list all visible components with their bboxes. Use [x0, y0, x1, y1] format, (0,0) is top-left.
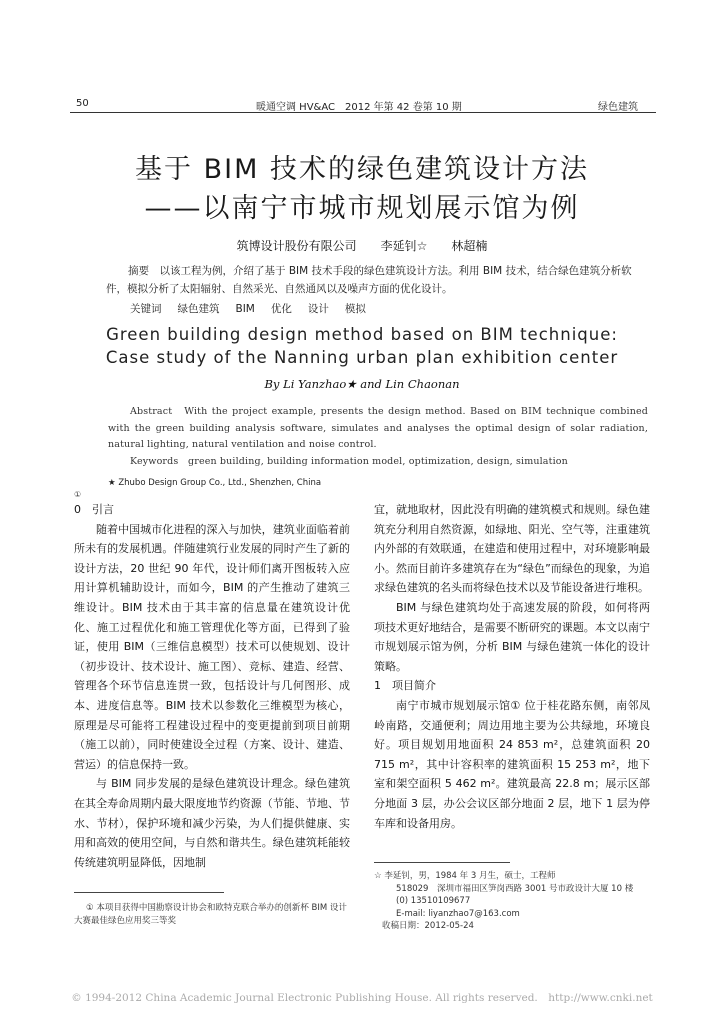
abstract-en: Abstract With the project example, presents the design method. Based on BIM technique combined with the green building analysis software, simulates and analyses the optimal design of solar radiation, natural lighting, natural ventilation and noise control. — [108, 406, 648, 450]
footnote-rule-left — [74, 892, 224, 893]
author-2: 林超楠 — [451, 239, 488, 253]
abstract-cn: 摘要 以该工程为例，介绍了基于 BIM 技术手段的绿色建筑设计方法。利用 BIM 技术，结合绿色建筑分析软件，模拟分析了太阳辐射、自然采光、自然通风以及噪声方面的优化设计。 — [106, 265, 632, 295]
footnote-phone: (0) 13510109677 — [396, 896, 471, 906]
title-en-line1: Green building design method based on BIM technique: — [106, 325, 618, 344]
intro-paragraph-2: 与 BIM 同步发展的是绿色建筑设计理念。绿色建筑在其全寿命周期内最大限度地节约资源（节能、节地、节水、节材），保护环境和减少污染，为人们提供健康、实用和高效的使用空间，与自然和谐共生。绿色建筑耗能较传统建筑明显降低，因地制 — [74, 777, 350, 869]
section-heading-1: 1 项目简介 — [374, 679, 436, 693]
footnote-author: ☆ 李延钊，男，1984 年 3 月生，硕士，工程师 — [374, 871, 556, 881]
keyword-cn: BIM — [235, 303, 255, 315]
keyword-cn: 绿色建筑 — [177, 303, 220, 315]
copyright-footer: © 1994-2012 China Academic Journal Electronic Publishing House. All rights reserved. http://www.cnki.net — [71, 992, 653, 1004]
affiliation-en: ★ Zhubo Design Group Co., Ltd., Shenzhen, China — [108, 478, 322, 488]
footnote-right — [374, 870, 664, 933]
author-line — [0, 237, 724, 254]
intro-paragraph-1: 随着中国城市化进程的深入与加快，建筑业面临着前所未有的发展机遇。伴随建筑行业发展的同时产生了新的设计方法，20 世纪 90 年代，设计师们离开图板转入应用计算机辅助设计，而如今，BIM 的产生推动了建筑三维设计。BIM 技术由于其丰富的信息量在建筑设计优化、施工过程优化和施工管理优化等方面，已得到了验证，使用 BIM（三维信息模型）技术可以使规划、设计（初步设计、技术设计、施工图）、竞标、建造、经营、管理各个环节信息连贯一致，包括设计与几何图形、成本、进度信息等。BIM 技术以参数化三维模型为核心，原理是尽可能将工程建设过程中的变更提前到项目前期（施工以前），同时使建设全过程（方案、设计、建造、营运）的信息保持一致。 — [74, 522, 350, 771]
authors-en: By Li Yanzhao★ and Lin Chaonan — [264, 377, 460, 391]
footnote-rule-right — [374, 862, 510, 863]
section-heading-0: 0 引言 — [74, 503, 114, 516]
right-paragraph-2: BIM 与绿色建筑均处于高速发展的阶段，如何将两项技术更好地结合，是需要不断研究的课题。本文以南宁市规划展示馆为例，分析 BIM 与绿色建筑一体化的设计策略。 — [374, 600, 650, 673]
keywords-en: Keywords green building, building information model, optimization, design, simulation — [130, 456, 568, 467]
fund-mark: ① — [74, 490, 82, 499]
right-paragraph-1: 宜，就地取材，因此没有明确的建筑模式和规则。绿色建筑充分利用自然资源，如绿地、阳光、空气等，注重建筑内外部的有效联通，在建造和使用过程中，对环境影响最小。然而目前许多建筑存在为“绿色”而绿色的现象，为追求绿色建筑的名头而将绿色技术以及节能设备进行堆积。 — [374, 503, 650, 595]
right-column — [374, 500, 650, 833]
footnote-left: ① 本项目获得中国勘察设计协会和欧特克联合举办的创新杯 BIM 设计大赛最佳绿色应用奖三等奖 — [74, 903, 347, 926]
right-paragraph-3: 南宁市城市规划展示馆① 位于桂花路东侧，南邻凤岭南路，交通便利；周边用地主要为公共绿地，环境良好。项目规划用地面积 24 853 m²，总建筑面积 20 715 m²，其中计容积率的建筑面积 15 253 m²，地下室和架空面积 5 462 m²。建筑最高 22.8 m；展示区部分地面 3 层，办公会议区部分地面 2 层，地下 1 层为停车库和设备用房。 — [374, 698, 650, 830]
journal-header: 暖通空调 HV&AC 2012 年第 42 卷第 10 期 — [256, 102, 462, 113]
footnote-received-date: 收稿日期：2012-05-24 — [382, 921, 474, 931]
keywords-cn — [130, 301, 382, 316]
title-en-line2: Case study of the Nanning urban plan exhibition center — [105, 348, 619, 367]
author-org: 筑博设计股份有限公司 — [236, 239, 357, 253]
footnote-address: 518029 深圳市福田区笋岗西路 3001 号市政设计大厦 10 楼 — [396, 883, 634, 894]
footnote-email: E-mail: liyanzhao7@163.com — [396, 908, 520, 919]
keyword-cn: 模拟 — [344, 303, 366, 315]
title-line1: 基于 BIM 技术的绿色建筑设计方法 — [135, 154, 589, 185]
keywords-cn-label: 关键词 — [130, 303, 162, 315]
author-1: 李延钊☆ — [380, 239, 428, 253]
left-column — [74, 500, 350, 872]
title-line2: ——以南宁市城市规划展示馆为例 — [144, 193, 580, 224]
keyword-cn: 优化 — [270, 303, 292, 315]
section-header: 绿色建筑 — [598, 102, 638, 113]
header-rule — [70, 112, 656, 113]
page-number: 50 — [76, 98, 89, 109]
keyword-cn: 设计 — [307, 303, 329, 315]
